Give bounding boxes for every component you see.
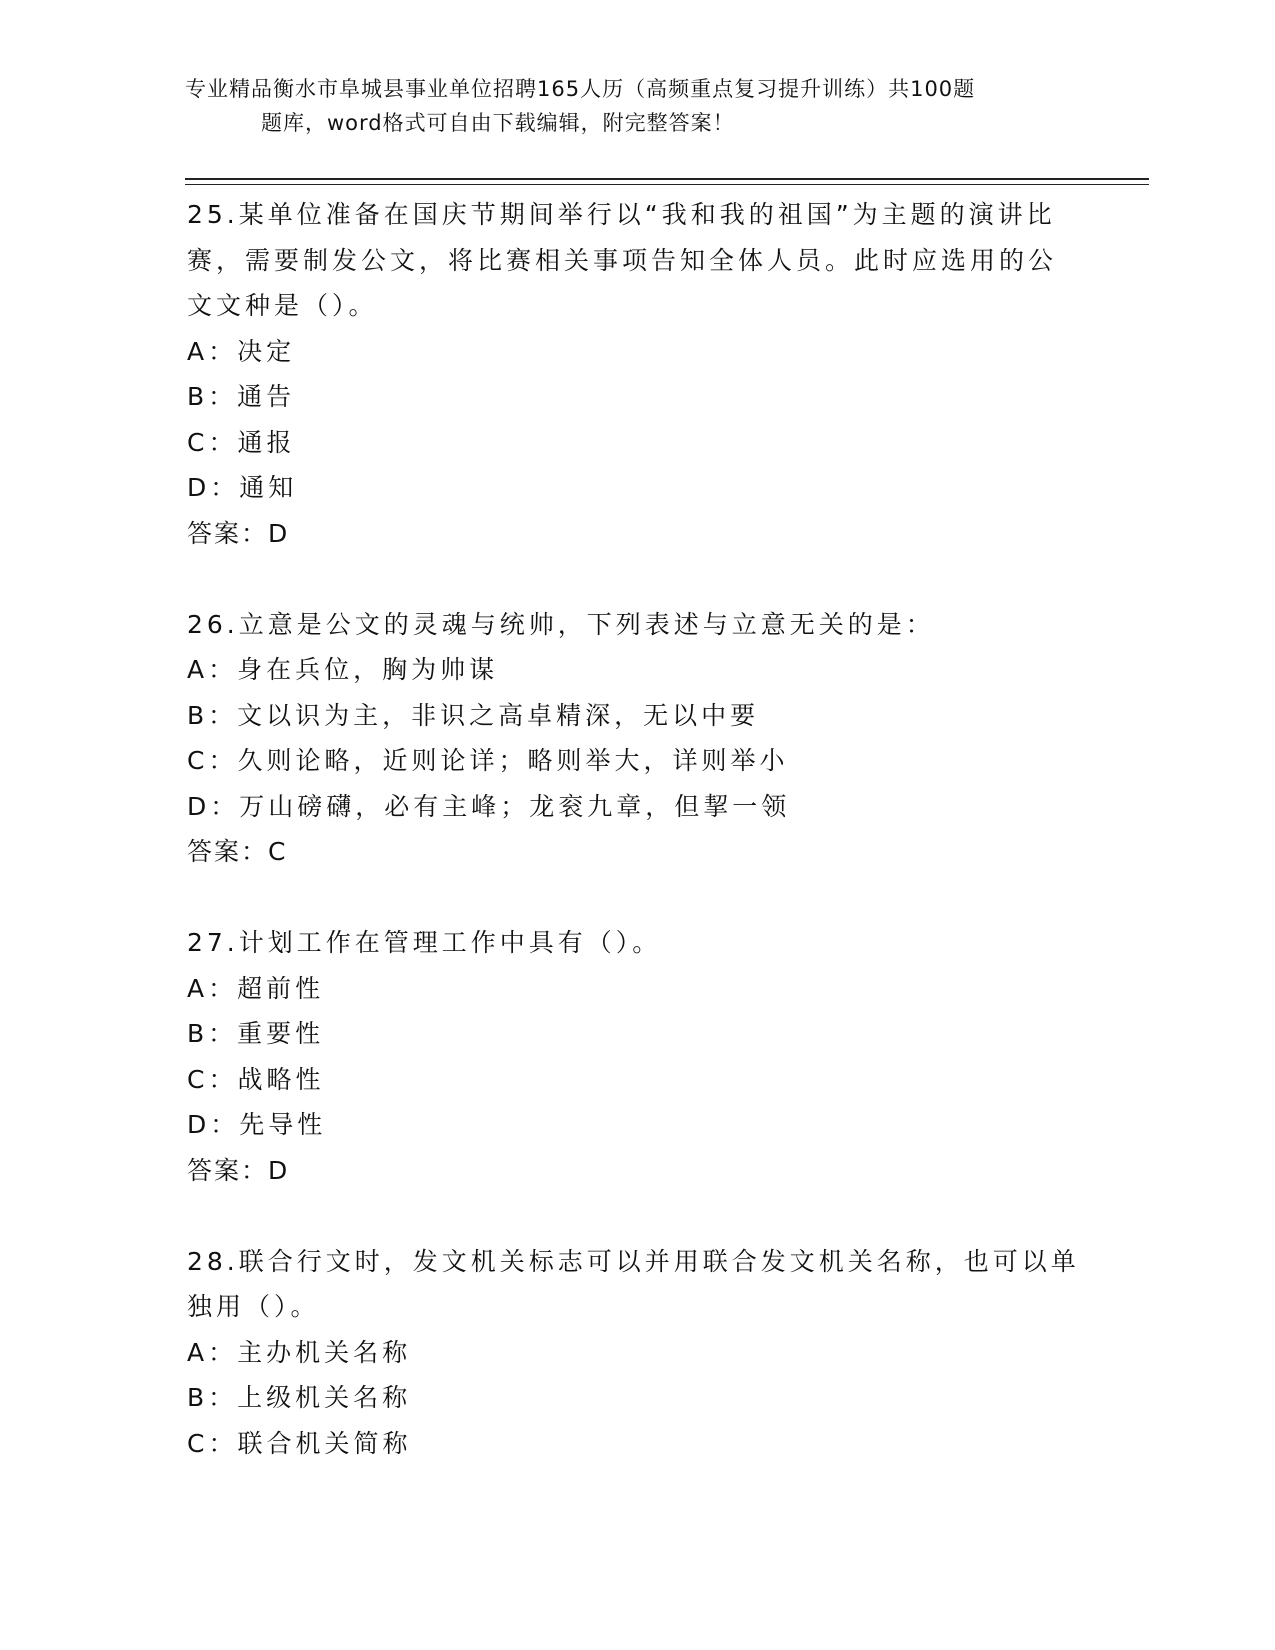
option-b: B：文以识为主，非识之高卓精深，无以中要: [187, 700, 760, 730]
answer-line: 答案：D: [187, 1155, 290, 1185]
option-a: A：身在兵位，胸为帅谋: [187, 655, 499, 684]
question-26: [187, 602, 1087, 921]
answer-line: 答案：D: [187, 518, 290, 548]
option-c: C：通报: [187, 427, 296, 457]
header-title-line-2: 题库，word格式可自由下载编辑，附完整答案！: [261, 111, 735, 135]
document-header: [185, 72, 1085, 140]
option-c: C：联合机关简称: [187, 1428, 412, 1458]
spacer: [187, 1193, 1087, 1239]
option-b: B：重要性: [187, 1019, 325, 1048]
header-divider-thick: [185, 178, 1149, 180]
option-d: D：先导性: [187, 1110, 327, 1139]
answer-line: 答案：C: [187, 837, 288, 866]
question-27: [187, 920, 1087, 1239]
question-28: [187, 1239, 1087, 1467]
option-c: C：战略性: [187, 1064, 325, 1094]
question-text: 独用（）。: [187, 1292, 320, 1321]
question-text: 27.计划工作在管理工作中具有（）。: [187, 928, 662, 957]
question-text: 28.联合行文时，发文机关标志可以并用联合发文机关名称，也可以单: [187, 1246, 1080, 1276]
spacer: [187, 875, 1087, 921]
question-text: 25.某单位准备在国庆节期间举行以“我和我的祖国”为主题的演讲比: [187, 200, 1056, 229]
option-a: A：决定: [187, 336, 296, 366]
header-divider-thin: [185, 184, 1149, 185]
option-d: D：万山磅礴，必有主峰；龙衮九章，但挈一领: [187, 791, 791, 821]
option-b: B：通告: [187, 382, 296, 411]
spacer: [187, 556, 1087, 602]
option-c: C：久则论略，近则论详；略则举大，详则举小: [187, 746, 789, 775]
header-title-line-1: 专业精品衡水市阜城县事业单位招聘165人历（高频重点复习提升训练）共100题: [185, 77, 976, 101]
question-text: 26.立意是公文的灵魂与统帅，下列表述与立意无关的是：: [187, 609, 935, 639]
question-text: 文文种是（）。: [187, 291, 378, 320]
option-d: D：通知: [187, 473, 298, 502]
question-25: [187, 192, 1087, 602]
question-text: 赛，需要制发公文，将比赛相关事项告知全体人员。此时应选用的公: [187, 245, 1058, 275]
question-list: [187, 192, 1087, 1466]
option-b: B：上级机关名称: [187, 1383, 412, 1412]
option-a: A：超前性: [187, 973, 325, 1003]
option-a: A：主办机关名称: [187, 1337, 412, 1367]
